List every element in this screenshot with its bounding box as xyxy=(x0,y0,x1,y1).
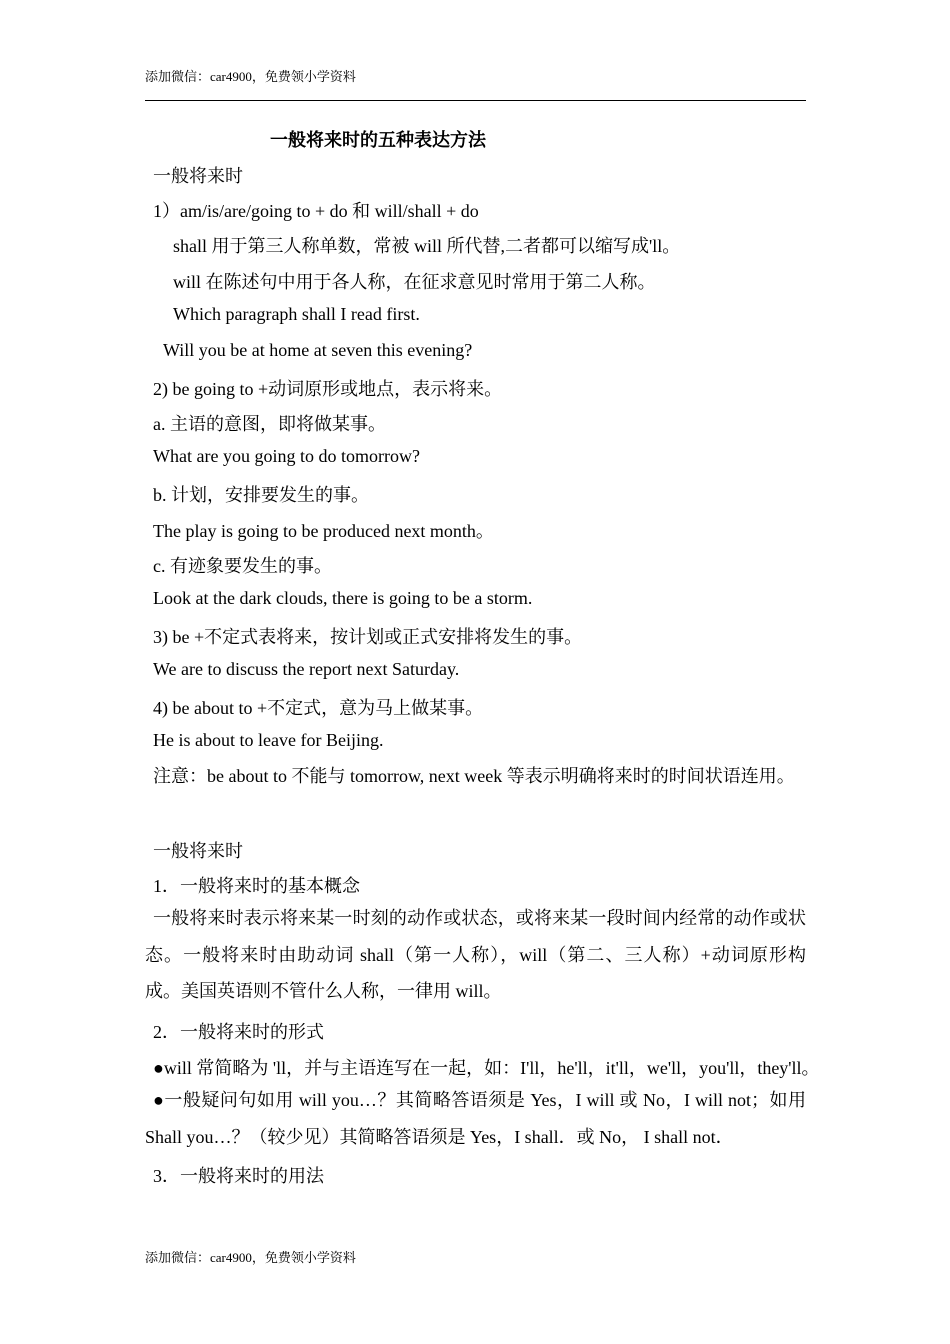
text-line: a. 主语的意图，即将做某事。 xyxy=(153,414,386,434)
text-line: 2) be going to +动词原形或地点，表示将来。 xyxy=(153,379,503,399)
text-line: 3) be +不定式表将来，按计划或正式安排将发生的事。 xyxy=(153,627,583,647)
text-line: He is about to leave for Beijing. xyxy=(153,730,384,750)
text-line: will 在陈述句中用于各人称，在征求意见时常用于第二人称。 xyxy=(173,272,656,292)
header-rule xyxy=(145,100,806,101)
text-line: Will you be at home at seven this evening? xyxy=(163,340,473,360)
section-heading: 一般将来时 xyxy=(153,841,243,861)
text-line: b. 计划，安排要发生的事。 xyxy=(153,485,369,505)
bullet-paragraph: ●一般疑问句如用 will you…？其简略答语须是 Yes，I will 或 No，I will not；如用 Shall you…？（较少见）其简略答语须是 Yes，I shall．或 No， I shall not． xyxy=(145,1090,806,1147)
text-line: 1）am/is/are/going to + do 和 will/shall + do xyxy=(153,201,479,221)
document-title: 一般将来时的五种表达方法 xyxy=(270,130,486,150)
header-note: 添加微信：car4900，免费领小学资料 xyxy=(145,69,356,84)
text-line: Which paragraph shall I read first. xyxy=(173,304,420,324)
text-line: Look at the dark clouds, there is going to be a storm. xyxy=(153,588,533,608)
section-heading: 2．一般将来时的形式 xyxy=(153,1022,324,1042)
text-line: What are you going to do tomorrow? xyxy=(153,446,420,466)
bullet-line: ●will 常简略为 'll，并与主语连写在一起，如：I'll，he'll，it'll，we'll，you'll，they'll。 xyxy=(153,1058,820,1078)
text-line: shall 用于第三人称单数，常被 will 所代替,二者都可以缩写成'll。 xyxy=(173,236,681,256)
text-line: 4) be about to +不定式，意为马上做某事。 xyxy=(153,698,484,718)
section-heading: 3．一般将来时的用法 xyxy=(153,1166,324,1186)
text-line: c. 有迹象要发生的事。 xyxy=(153,556,332,576)
text-line: The play is going to be produced next month。 xyxy=(153,521,494,541)
concept-paragraph: 一般将来时表示将来某一时刻的动作或状态，或将来某一段时间内经常的动作或状态。一般将来时由助动词 shall（第一人称），will（第二、三人称）+动词原形构成。美国英语则不管什么人称，一律用 will。 xyxy=(145,908,806,1001)
footer-note: 添加微信：car4900，免费领小学资料 xyxy=(145,1250,356,1265)
text-line: 一般将来时 xyxy=(153,166,243,186)
section-heading: 1．一般将来时的基本概念 xyxy=(153,876,360,896)
text-line: We are to discuss the report next Saturday. xyxy=(153,659,460,679)
note-paragraph: 注意：be about to 不能与 tomorrow, next week 等表示明确将来时的时间状语连用。 xyxy=(153,766,795,786)
